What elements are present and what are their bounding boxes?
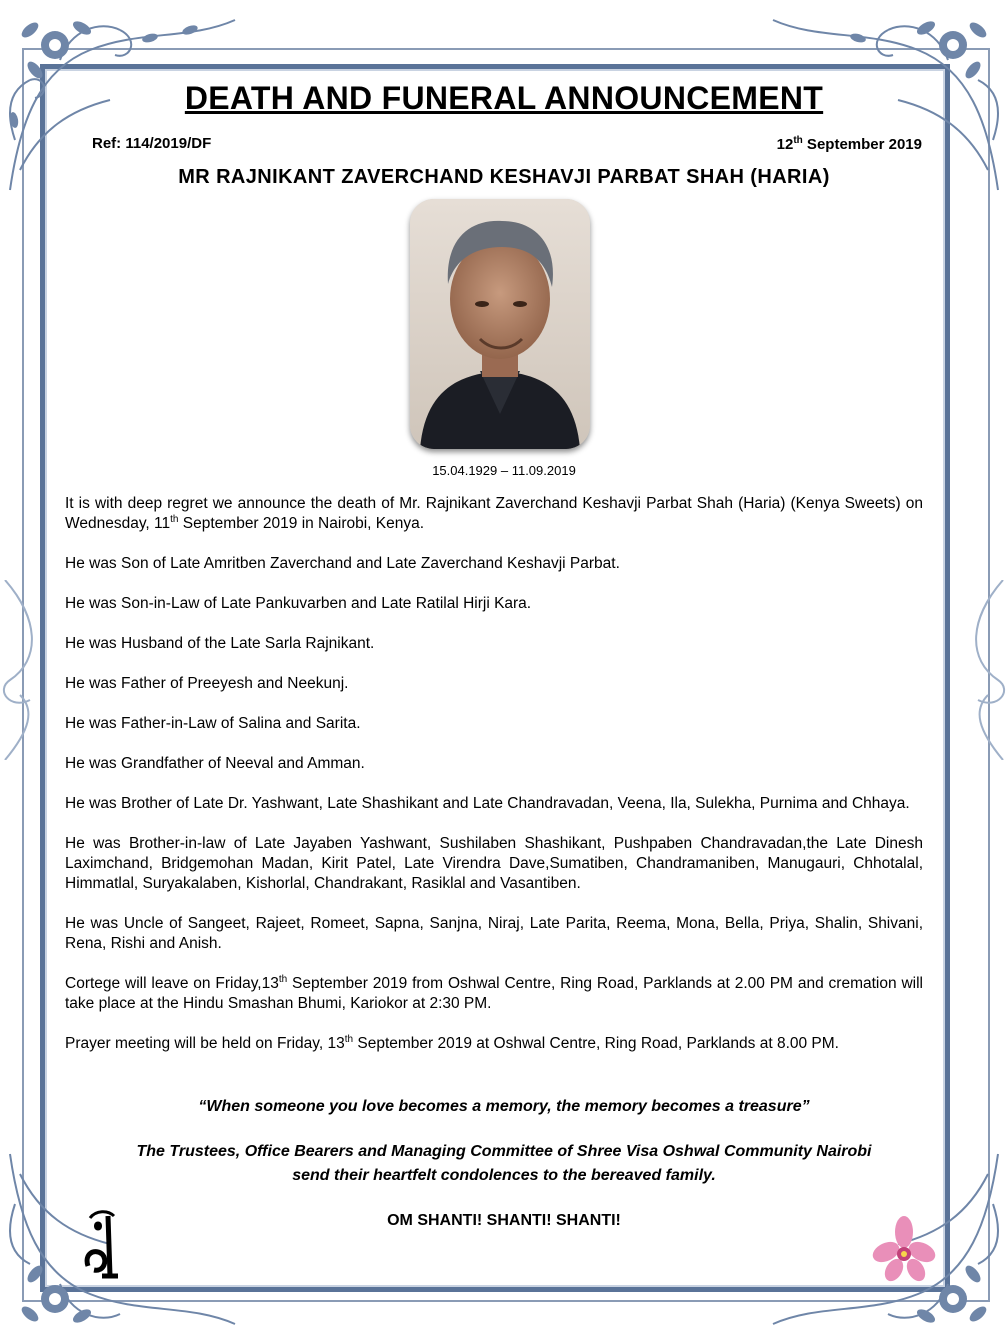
page-title: DEATH AND FUNERAL ANNOUNCEMENT — [184, 80, 824, 116]
floral-scroll-icon — [0, 580, 60, 760]
paragraph-spouse: He was Husband of the Late Sarla Rajnikant. — [65, 635, 375, 652]
announcement-body — [65, 494, 923, 1074]
closing-prayer: OM SHANTI! SHANTI! SHANTI! — [387, 1212, 621, 1229]
reference-number: Ref: 114/2019/DF — [92, 135, 212, 152]
jain-emblem-icon — [80, 1206, 126, 1282]
announcement-date: 12th September 2019 — [776, 135, 922, 153]
memorial-quote: “When someone you love becomes a memory, the memory becomes a treasure” — [198, 1098, 810, 1115]
paragraph-prayer-meeting: Prayer meeting will be held on Friday, 13th September 2019 at Oshwal Centre, Ring Road, Parklands at 8.00 PM. — [65, 1033, 839, 1052]
portrait-photo — [410, 199, 590, 449]
paragraph-parents: He was Son of Late Amritben Zaverchand and Late Zaverchand Keshavji Parbat. — [65, 555, 620, 572]
paragraph-children: He was Father of Preeyesh and Neekunj. — [65, 675, 349, 692]
paragraph-death-notice: It is with deep regret we announce the death of Mr. Rajnikant Zaverchand Keshavji Parbat Shah (Haria) (Kenya Sweets) on Wednesday, 11th September 2019 in Nairobi, Kenya. — [65, 495, 923, 532]
orchid-flower-icon — [872, 1214, 936, 1284]
paragraph-grandchildren: He was Grandfather of Neeval and Amman. — [65, 755, 365, 772]
paragraph-cortege: Cortege will leave on Friday,13th September 2019 from Oshwal Centre, Ring Road, Parklands at 2.00 PM and cremation will take place at the Hindu Smashan Bhumi, Kariokor at 2:30 PM. — [65, 973, 923, 1012]
paragraph-siblings: He was Brother of Late Dr. Yashwant, Late Shashikant and Late Chandravadan, Veena, Ila, Sulekha, Purnima and Chhaya. — [65, 795, 910, 812]
deceased-name: MR RAJNIKANT ZAVERCHAND KESHAVJI PARBAT SHAH (HARIA) — [178, 166, 830, 188]
paragraph-siblings-in-law: He was Brother-in-law of Late Jayaben Yashwant, Sushilaben Shashikant, Pushpaben Chandravadan,the Late Dinesh Laximchand, Bridgemohan Madan, Kirit Patel, Late Virendra Dave,Sumatiben, Chandramaniben, Manugauri, Chhotalal, Himmatlal, Suryakalaben, Kishorlal, Chandrakant, Rasiklal and Vasantiben. — [65, 835, 923, 892]
condolence-message: The Trustees, Office Bearers and Managing Committee of Shree Visa Oshwal Community Nairobi send their heartfelt condolences to the bereaved family. — [136, 1143, 872, 1184]
paragraph-children-in-law: He was Father-in-Law of Salina and Sarita. — [65, 715, 361, 732]
paragraph-parents-in-law: He was Son-in-Law of Late Pankuvarben and Late Ratilal Hirji Kara. — [65, 595, 532, 612]
floral-scroll-icon — [948, 580, 1008, 760]
paragraph-nephews-nieces: He was Uncle of Sangeet, Rajeet, Romeet, Sapna, Sanjna, Niraj, Late Parita, Reema, Mona, Bella, Priya, Shalin, Shivani, Rena, Rishi and Anish. — [65, 915, 923, 952]
life-dates: 15.04.1929 – 11.09.2019 — [432, 463, 576, 478]
